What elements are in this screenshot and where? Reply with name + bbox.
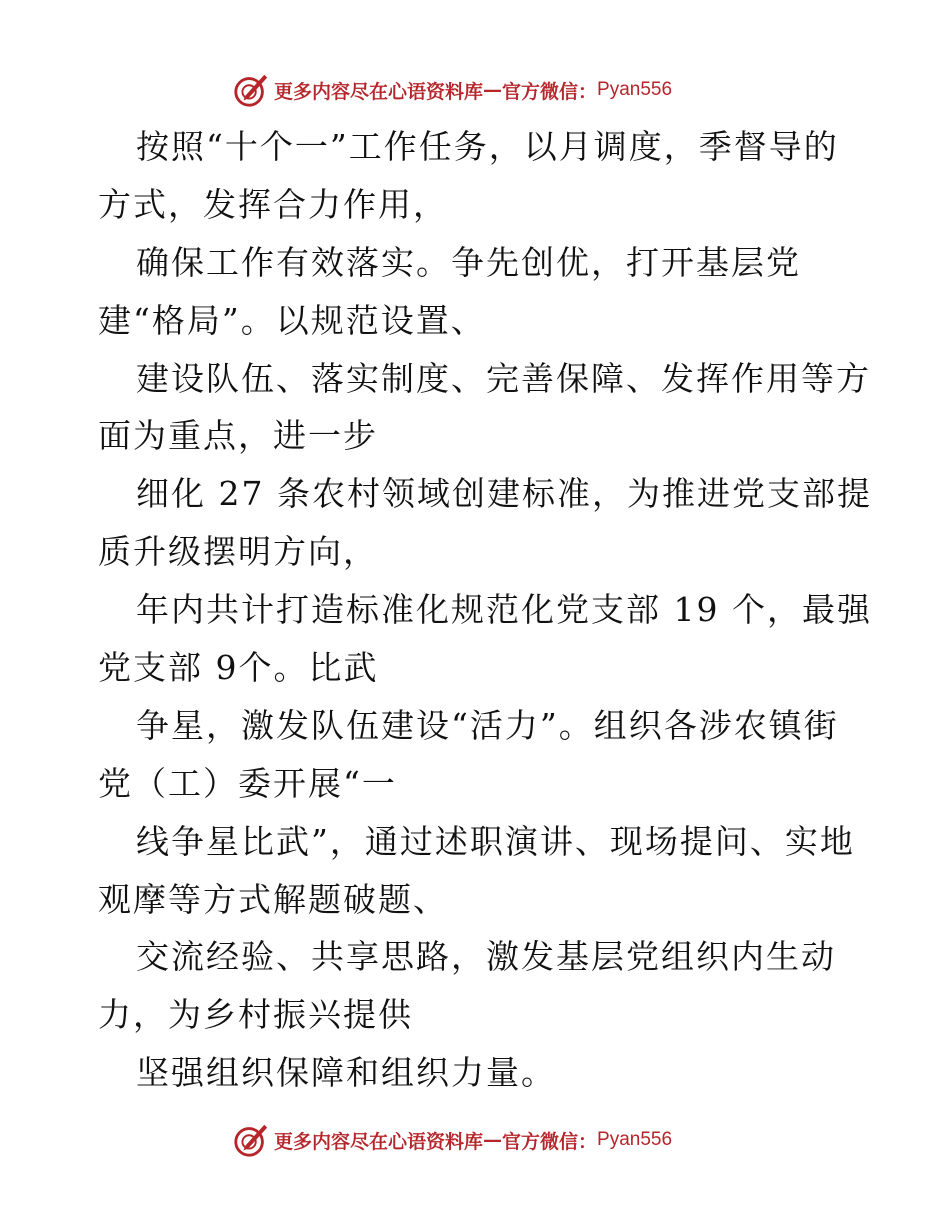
text-line: 质升级摆明方向， (98, 532, 378, 572)
pen-logo-icon (232, 1121, 270, 1159)
text-line: 坚强组织保障和组织力量。 (136, 1053, 556, 1093)
text-line: 面为重点，进一步 (98, 416, 378, 456)
text-line: 党（工）委开展“一 (98, 763, 397, 803)
text-line: 按照“十个一”工作任务，以月调度，季督导的 (136, 127, 839, 166)
header-wechat-id: Pyan556 (597, 79, 673, 100)
footer-banner (232, 1120, 672, 1160)
text-line: 确保工作有效落实。争先创优，打开基层党 (136, 242, 801, 282)
text-line: 党支部 9个。比武 (98, 648, 379, 688)
header-text: 更多内容尽在心语资料库 (274, 80, 484, 103)
text-line: 年内共计打造标准化规范化党支部 19 个，最强 (136, 590, 872, 630)
footer-wechat-id: Pyan556 (597, 1129, 673, 1150)
footer-text: 更多内容尽在心语资料库 (274, 1130, 484, 1153)
text-line: 线争星比武”，通过述职演讲、现场提问、实地 (136, 821, 855, 861)
text-line: 交流经验、共享思路，激发基层党组织内生动 (136, 937, 836, 977)
text-line: 观摩等方式解题破题、 (98, 879, 448, 919)
text-line: 建“格局”。以规范设置、 (98, 300, 486, 340)
text-line: 争星，激发队伍建设“活力”。组织各涉农镇街 (136, 705, 839, 745)
pen-logo-icon (232, 71, 270, 109)
footer-separator: — (483, 1129, 503, 1151)
text-line: 细化 27 条农村领域创建标准，为推进党支部提 (136, 474, 872, 514)
header-banner (232, 70, 672, 110)
body-text (98, 118, 872, 1102)
header-wechat-label: 官方微信： (502, 80, 598, 103)
text-line: 建设队伍、落实制度、完善保障、发挥作用等方 (136, 358, 871, 398)
text-line: 力，为乡村振兴提供 (98, 995, 413, 1035)
text-line: 方式，发挥合力作用， (98, 184, 448, 224)
header-separator: — (483, 79, 503, 101)
footer-wechat-label: 官方微信： (502, 1130, 598, 1153)
